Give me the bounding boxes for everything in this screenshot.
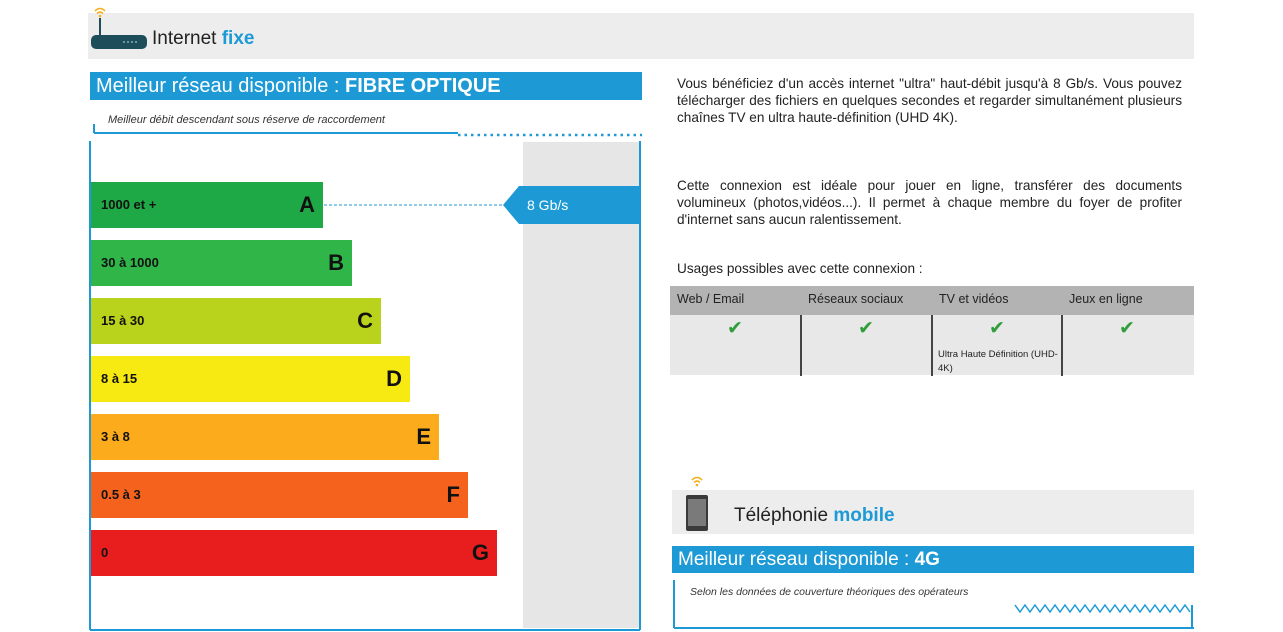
internet-fixe-title-accent: fixe xyxy=(221,28,255,49)
rating-grade-label: D xyxy=(386,366,402,391)
internet-fixe-title: Internet fixe xyxy=(152,28,255,49)
rating-range-label: 0 xyxy=(101,545,109,560)
usage-header-tv-video: TV et vidéos xyxy=(939,292,1009,306)
best-network-fixed-prefix: Meilleur réseau disponible : xyxy=(96,75,340,97)
usage-header-gaming: Jeux en ligne xyxy=(1069,292,1143,306)
best-network-mobile-value: 4G xyxy=(914,549,940,570)
fixed-speed-note: Meilleur débit descendant sous réserve de raccordement xyxy=(108,114,385,126)
best-network-fixed-value: FIBRE OPTIQUE xyxy=(345,75,501,97)
speed-marker-label: 8 Gb/s xyxy=(527,197,569,213)
usage-header-social: Réseaux sociaux xyxy=(808,292,904,306)
rating-range-label: 3 à 8 xyxy=(101,429,130,444)
rating-grade-label: B xyxy=(328,250,344,275)
check-icon: ✔ xyxy=(858,318,874,339)
rating-range-label: 30 à 1000 xyxy=(101,255,159,270)
rating-grade-label: G xyxy=(471,540,489,565)
rating-grade-label: A xyxy=(299,192,315,217)
check-icon: ✔ xyxy=(727,318,743,339)
usage-tv-note: Ultra Haute Définition (UHD-4K) xyxy=(938,349,1058,374)
usage-header-web-email: Web / Email xyxy=(677,292,745,306)
rating-range-label: 8 à 15 xyxy=(101,371,138,386)
check-icon: ✔ xyxy=(989,318,1005,339)
mobile-coverage-note: Selon les données de couverture théoriques des opérateurs xyxy=(690,586,969,598)
best-network-mobile-prefix: Meilleur réseau disponible : xyxy=(678,549,910,570)
description-paragraph-2: Cette connexion est idéale pour jouer en ligne, transférer des documents volumineux (photos,vidéos...). Il permet à chaque membre du foyer de profiter d'internet sans aucun ralentissement. xyxy=(677,178,1182,227)
rating-range-label: 0.5 à 3 xyxy=(101,487,141,502)
rating-grade-label: C xyxy=(357,308,373,333)
rating-grade-label: E xyxy=(416,424,431,449)
rating-range-label: 15 à 30 xyxy=(101,313,145,328)
rating-grade-label: F xyxy=(446,482,460,507)
description-paragraph-1: Vous bénéficiez d'un accès internet "ultra" haut-débit jusqu'à 8 Gb/s. Vous pouvez télécharger des fichiers en quelques secondes et regarder simultanément plusieurs chaînes TV en ultra haute-définition (UHD 4K). xyxy=(677,76,1182,125)
mobile-title-accent: mobile xyxy=(833,505,895,526)
rating-range-label: 1000 et + xyxy=(101,197,157,212)
usages-title: Usages possibles avec cette connexion : xyxy=(677,261,923,276)
mobile-title: Téléphonie mobile xyxy=(734,505,895,526)
check-icon: ✔ xyxy=(1119,318,1135,339)
